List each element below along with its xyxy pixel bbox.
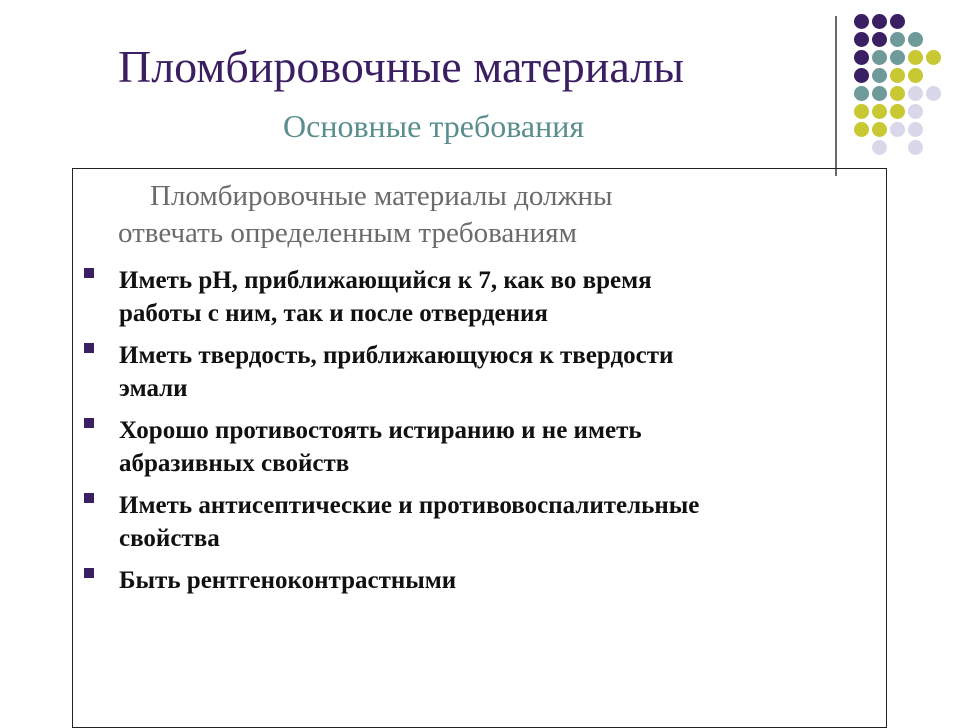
- decor-dot: [890, 68, 905, 83]
- decor-dot: [908, 140, 923, 155]
- decor-dot: [908, 50, 923, 65]
- decor-dot: [854, 86, 869, 101]
- decor-dot: [926, 86, 941, 101]
- decor-dot: [854, 104, 869, 119]
- requirement-line: свойства: [119, 525, 220, 552]
- requirement-item: [84, 264, 874, 330]
- intro-line: отвечать определенным требованиям: [118, 217, 577, 249]
- requirement-item: [84, 489, 874, 555]
- requirement-line: Иметь твердость, приближающуюся к твердости: [119, 342, 674, 369]
- decor-dot: [872, 14, 887, 29]
- decor-dot: [890, 14, 905, 29]
- bullet-square-icon: [84, 268, 94, 278]
- decor-dot: [854, 122, 869, 137]
- decor-dot: [872, 32, 887, 47]
- decor-dot: [908, 32, 923, 47]
- decor-dot: [890, 32, 905, 47]
- requirement-line: Быть рентгеноконтрастными: [119, 567, 457, 594]
- decor-dot: [854, 50, 869, 65]
- bullet-square-icon: [84, 418, 94, 428]
- decor-dot: [890, 50, 905, 65]
- slide-title: Пломбировочные материалы: [118, 41, 685, 92]
- bullet-square-icon: [84, 343, 94, 353]
- requirement-line: абразивных свойств: [119, 450, 350, 477]
- decor-dot: [872, 104, 887, 119]
- decor-dot: [890, 104, 905, 119]
- bullet-square-icon: [84, 493, 94, 503]
- slide-subtitle: Основные требования: [283, 108, 585, 144]
- decor-dot: [872, 122, 887, 137]
- requirements-list: [84, 264, 874, 606]
- decor-dot: [908, 68, 923, 83]
- decor-dot: [854, 68, 869, 83]
- requirement-line: работы с ним, так и после отвердения: [119, 300, 548, 327]
- decor-dot: [872, 86, 887, 101]
- decor-dot: [872, 68, 887, 83]
- requirement-item: [84, 339, 874, 405]
- bullet-square-icon: [84, 568, 94, 578]
- requirement-item: [84, 564, 874, 597]
- requirement-line: Хорошо противостоять истиранию и не иметь: [119, 417, 642, 444]
- decor-dot: [872, 50, 887, 65]
- decor-dot: [908, 104, 923, 119]
- decor-dot: [872, 140, 887, 155]
- decor-dot: [908, 86, 923, 101]
- decor-dot: [854, 32, 869, 47]
- decor-dot: [890, 122, 905, 137]
- requirement-item: [84, 414, 874, 480]
- requirement-line: Иметь антисептические и противовоспалительные: [119, 492, 700, 519]
- intro-line: Пломбировочные материалы должны: [150, 180, 613, 212]
- decor-dot: [854, 14, 869, 29]
- decor-dot: [908, 122, 923, 137]
- decorative-vertical-line: [835, 16, 837, 176]
- requirement-line: Иметь рН, приближающийся к 7, как во время: [119, 267, 652, 294]
- decor-dot: [890, 86, 905, 101]
- decor-dot: [926, 50, 941, 65]
- intro-text: [118, 178, 818, 252]
- requirement-line: эмали: [119, 375, 188, 402]
